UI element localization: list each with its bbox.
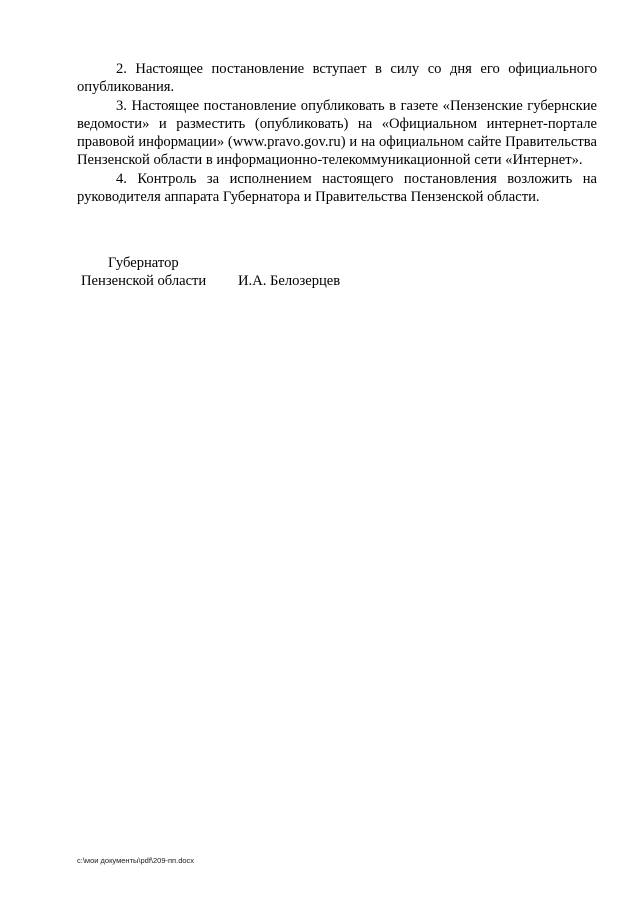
signature-title-line2: Пензенской области [81, 273, 207, 289]
signature-title-line1: Губернатор [108, 255, 179, 271]
paragraph-2: 2. Настоящее постановление вступает в силу со дня его официального опубликования. [77, 61, 597, 96]
paragraph-4: 4. Контроль за исполнением настоящего постановления возложить на руководителя аппарата Губернатора и Правительства Пензенской области. [77, 170, 597, 206]
signature-name: И.А. Белозерцев [238, 273, 341, 289]
paragraph-3: 3. Настоящее постановление опубликовать в газете «Пензенские губернские ведомости» и разместить (опубликовать) на «Официальном интернет-портале правовой информации» (www.pravo.gov.ru) и на официальном сайте Правительства Пензенской области в информационно-телекоммуникационной сети «Интернет». [77, 97, 597, 169]
document-body [77, 60, 597, 206]
footer-file-path: c:\мои документы\pdf\209-пп.docx [77, 856, 195, 865]
